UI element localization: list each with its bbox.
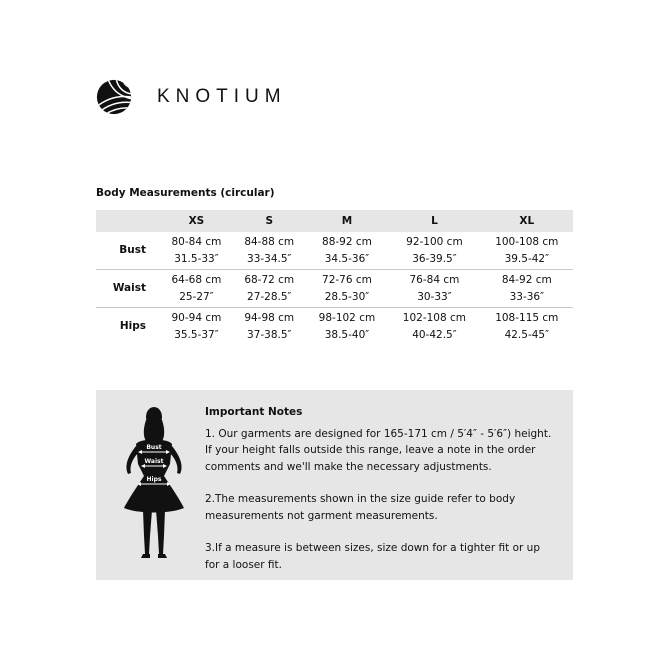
measure-cell [160, 270, 233, 308]
inch-value: 35.5-37″ [174, 328, 219, 341]
measure-cell [481, 308, 573, 346]
cm-value: 72-76 cm [322, 273, 372, 286]
cm-value: 92-100 cm [406, 235, 463, 248]
inch-value: 33-34.5″ [247, 252, 292, 265]
cm-value: 100-108 cm [495, 235, 559, 248]
measure-cell [388, 270, 480, 308]
note-item: 2.The measurements shown in the size guide refer to body measurements not garment measurements. [205, 493, 516, 522]
waist-figure-label: Waist [144, 458, 164, 465]
inch-value: 39.5-42″ [504, 252, 550, 265]
inch-value: 27-28.5″ [247, 290, 292, 303]
inch-value: 42.5-45″ [504, 328, 550, 341]
important-notes-panel [96, 390, 573, 580]
hips-figure-label: Hips [146, 476, 162, 483]
brand-name: KNOTIUM [157, 86, 287, 107]
inch-value: 40-42.5″ [412, 328, 457, 341]
measure-cell [481, 270, 573, 308]
cm-value: 108-115 cm [495, 311, 559, 324]
inch-value: 34.5-36″ [324, 252, 370, 265]
measure-cell [233, 270, 306, 308]
measure-cell [306, 308, 389, 346]
cm-value: 84-88 cm [244, 235, 295, 248]
size-header-row [96, 210, 573, 232]
inch-value: 28.5-30″ [324, 290, 370, 303]
table-row-bust [96, 232, 573, 270]
size-header-xl: XL [481, 210, 573, 232]
cm-value: 90-94 cm [171, 311, 222, 324]
measure-cell [160, 232, 233, 270]
measure-cell [306, 270, 389, 308]
table-row-waist [96, 270, 573, 308]
inch-value: 37-38.5″ [247, 328, 292, 341]
measure-cell [233, 232, 306, 270]
notes-title: Important Notes [205, 406, 303, 418]
table-row-hips [96, 308, 573, 346]
inch-value: 25-27″ [179, 290, 214, 303]
brand-logo [95, 78, 287, 116]
size-header-xs: XS [160, 210, 233, 232]
measure-cell [388, 232, 480, 270]
cm-value: 80-84 cm [171, 235, 222, 248]
size-table [96, 210, 573, 345]
measure-cell [388, 308, 480, 346]
cm-value: 94-98 cm [244, 311, 295, 324]
size-header-m: M [306, 210, 389, 232]
cm-value: 102-108 cm [402, 311, 467, 324]
measure-cell [306, 232, 389, 270]
knotium-logo-icon [95, 78, 133, 116]
body-silhouette-icon [114, 404, 194, 564]
inch-value: 33-36″ [509, 290, 545, 303]
row-label: Waist [96, 270, 160, 308]
size-header-l: L [388, 210, 480, 232]
cm-value: 76-84 cm [409, 273, 460, 286]
size-table-title: Body Measurements (circular) [96, 187, 275, 199]
cm-value: 98-102 cm [318, 311, 376, 324]
cm-value: 84-92 cm [501, 273, 552, 286]
row-label: Bust [96, 232, 160, 270]
measure-cell [233, 308, 306, 346]
size-header-s: S [233, 210, 306, 232]
inch-value: 38.5-40″ [324, 328, 370, 341]
row-label: Hips [119, 320, 146, 332]
measure-cell [481, 232, 573, 270]
measure-cell [160, 308, 233, 346]
cm-value: 64-68 cm [171, 273, 222, 286]
inch-value: 30-33″ [417, 290, 452, 303]
cm-value: 88-92 cm [322, 235, 372, 248]
inch-value: 31.5-33″ [174, 252, 219, 265]
notes-content [205, 404, 555, 573]
cm-value: 68-72 cm [244, 273, 295, 286]
bust-figure-label: Bust [146, 444, 162, 451]
inch-value: 36-39.5″ [412, 252, 457, 265]
note-item: 1. Our garments are designed for 165-171 cm / 5′4″ - 5′6″) height. If your height falls outside this range, leave a note in the order comments and we'll make the necessary adjustments. [205, 427, 552, 473]
note-item: 3.If a measure is between sizes, size down for a tighter fit or up for a looser fit. [205, 542, 540, 571]
header-blank-cell [96, 210, 160, 232]
